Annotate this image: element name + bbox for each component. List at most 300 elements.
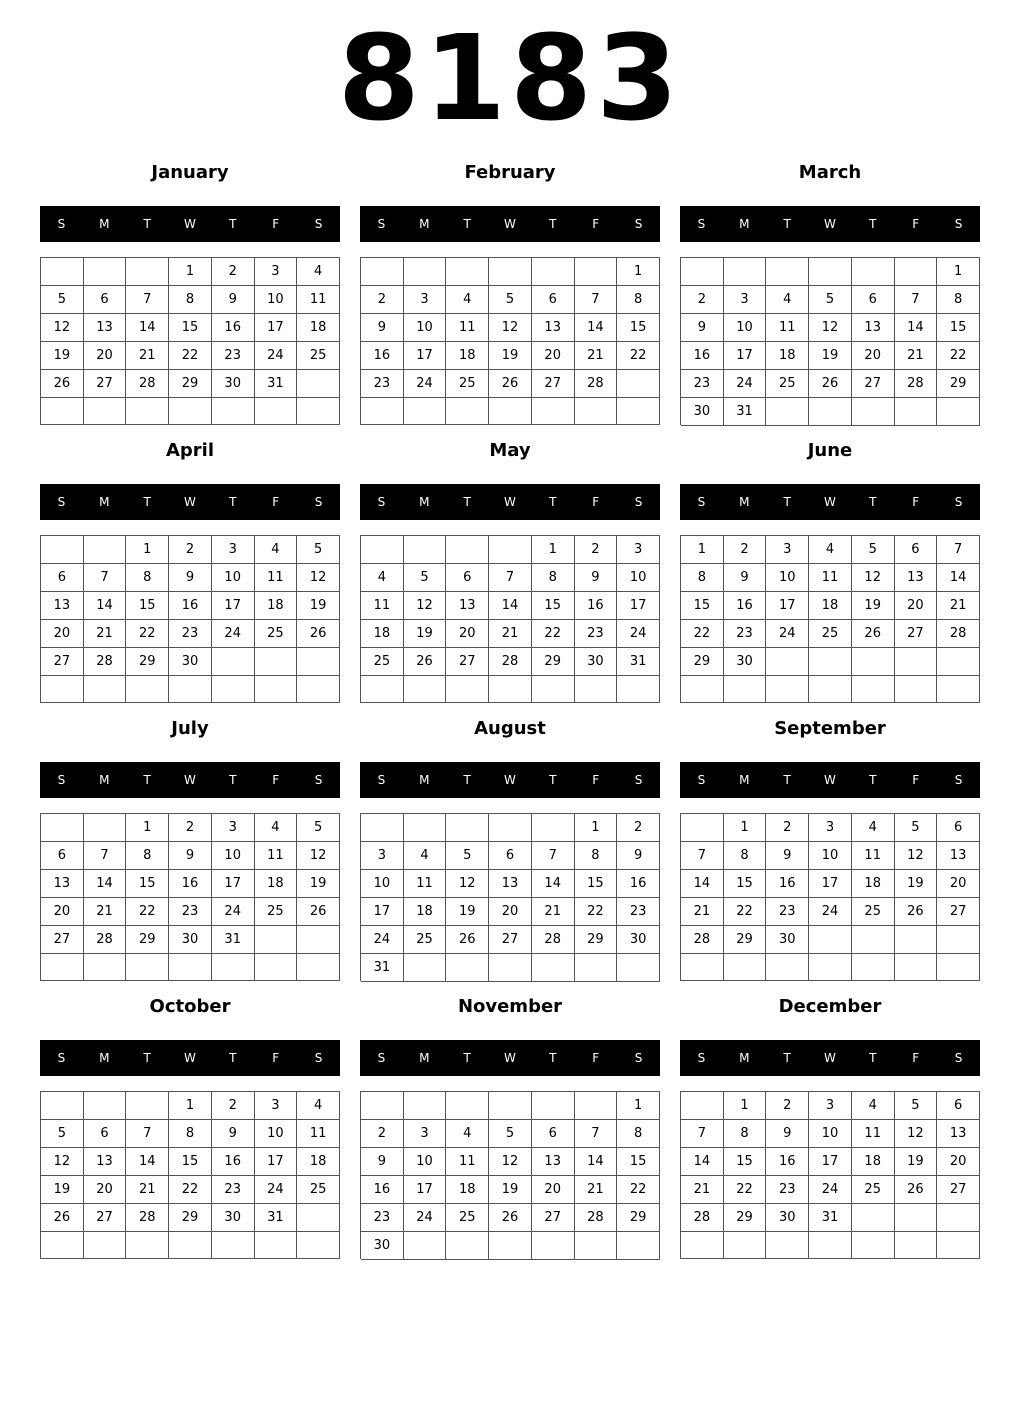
day-cell: 9 — [766, 1120, 809, 1148]
day-cell: 24 — [255, 1176, 298, 1204]
day-cell: 30 — [617, 926, 660, 954]
day-cell: 5 — [297, 536, 340, 564]
day-cell: 13 — [489, 870, 532, 898]
empty-cell — [617, 370, 660, 398]
day-cell: 8 — [937, 286, 980, 314]
day-cell: 19 — [489, 342, 532, 370]
day-cell: 8 — [126, 564, 169, 592]
day-cell: 22 — [617, 342, 660, 370]
day-cell: 24 — [361, 926, 404, 954]
day-cell: 2 — [212, 1092, 255, 1120]
day-cell: 6 — [41, 842, 84, 870]
day-cell: 19 — [895, 1148, 938, 1176]
weekday-label: W — [184, 773, 196, 787]
day-cell: 15 — [724, 870, 767, 898]
empty-cell — [84, 258, 127, 286]
day-cell: 10 — [255, 286, 298, 314]
day-cell: 22 — [681, 620, 724, 648]
day-cell: 29 — [532, 648, 575, 676]
day-cell: 14 — [126, 1148, 169, 1176]
empty-cell — [895, 1204, 938, 1232]
day-cell: 12 — [489, 314, 532, 342]
day-cell: 16 — [361, 342, 404, 370]
empty-cell — [681, 258, 724, 286]
empty-cell — [895, 926, 938, 954]
day-cell: 17 — [212, 592, 255, 620]
day-cell: 5 — [852, 536, 895, 564]
empty-cell — [681, 954, 724, 981]
day-cell: 20 — [532, 342, 575, 370]
day-cell: 22 — [724, 1176, 767, 1204]
empty-cell — [297, 1204, 340, 1232]
day-cell: 12 — [404, 592, 447, 620]
day-cell: 22 — [937, 342, 980, 370]
day-cell: 16 — [212, 314, 255, 342]
month-name: July — [171, 718, 209, 739]
empty-cell — [361, 676, 404, 703]
empty-cell — [404, 258, 447, 286]
day-cell: 29 — [169, 1204, 212, 1232]
day-grid — [40, 257, 340, 425]
weekday-label: W — [504, 1051, 516, 1065]
empty-cell — [575, 1232, 618, 1260]
empty-cell — [937, 1232, 980, 1259]
weekday-header — [360, 762, 660, 798]
day-cell: 1 — [617, 1092, 660, 1120]
weekday-label: M — [739, 217, 750, 231]
weekday-label: F — [592, 1051, 600, 1065]
weekday-label: M — [99, 217, 110, 231]
empty-cell — [255, 398, 298, 425]
day-cell: 2 — [575, 536, 618, 564]
day-cell: 6 — [937, 1092, 980, 1120]
empty-cell — [617, 954, 660, 982]
day-cell: 19 — [446, 898, 489, 926]
weekday-label: W — [184, 495, 196, 509]
weekday-label: T — [549, 495, 557, 509]
empty-cell — [532, 1092, 575, 1120]
day-cell: 1 — [575, 814, 618, 842]
weekday-label: T — [783, 773, 791, 787]
day-cell: 7 — [681, 1120, 724, 1148]
day-cell: 23 — [212, 342, 255, 370]
day-grid — [360, 813, 660, 981]
day-cell: 31 — [724, 398, 767, 426]
day-cell: 25 — [404, 926, 447, 954]
weekday-label: T — [549, 217, 557, 231]
day-cell: 5 — [446, 842, 489, 870]
empty-cell — [895, 1232, 938, 1259]
day-cell: 23 — [212, 1176, 255, 1204]
day-cell: 11 — [255, 564, 298, 592]
weekday-header — [40, 1040, 340, 1076]
month-name: February — [464, 162, 556, 183]
day-cell: 16 — [361, 1176, 404, 1204]
weekday-label: S — [634, 495, 643, 509]
empty-cell — [532, 814, 575, 842]
day-cell: 30 — [575, 648, 618, 676]
day-cell: 21 — [126, 342, 169, 370]
weekday-header — [40, 762, 340, 798]
day-cell: 30 — [212, 370, 255, 398]
day-cell: 20 — [937, 1148, 980, 1176]
day-cell: 1 — [937, 258, 980, 286]
empty-cell — [41, 536, 84, 564]
weekday-label: S — [697, 495, 706, 509]
day-cell: 12 — [895, 842, 938, 870]
weekday-label: S — [954, 1051, 963, 1065]
empty-cell — [126, 1232, 169, 1259]
weekday-label: M — [99, 773, 110, 787]
month-name: May — [489, 440, 531, 461]
day-cell: 21 — [681, 898, 724, 926]
day-cell: 18 — [446, 1176, 489, 1204]
weekday-label: M — [99, 495, 110, 509]
day-cell: 7 — [84, 564, 127, 592]
day-cell: 6 — [41, 564, 84, 592]
day-cell: 11 — [361, 592, 404, 620]
empty-cell — [489, 1232, 532, 1260]
day-cell: 20 — [852, 342, 895, 370]
day-cell: 30 — [212, 1204, 255, 1232]
day-cell: 15 — [575, 870, 618, 898]
day-cell: 11 — [446, 1148, 489, 1176]
day-cell: 28 — [575, 1204, 618, 1232]
weekday-label: F — [272, 217, 280, 231]
day-cell: 27 — [84, 370, 127, 398]
day-grid — [360, 1091, 660, 1259]
day-cell: 4 — [297, 258, 340, 286]
day-cell: 7 — [575, 1120, 618, 1148]
weekday-label: F — [912, 1051, 920, 1065]
month-name: January — [151, 162, 229, 183]
weekday-label: T — [143, 773, 151, 787]
empty-cell — [255, 676, 298, 703]
empty-cell — [169, 1232, 212, 1259]
weekday-label: F — [912, 773, 920, 787]
day-cell: 22 — [169, 342, 212, 370]
empty-cell — [126, 954, 169, 981]
day-cell: 31 — [255, 1204, 298, 1232]
empty-cell — [937, 676, 980, 703]
day-cell: 9 — [617, 842, 660, 870]
weekday-label: S — [634, 773, 643, 787]
empty-cell — [404, 536, 447, 564]
day-cell: 10 — [212, 564, 255, 592]
day-cell: 19 — [297, 592, 340, 620]
day-cell: 24 — [212, 620, 255, 648]
day-cell: 29 — [617, 1204, 660, 1232]
empty-cell — [895, 398, 938, 426]
day-cell: 10 — [617, 564, 660, 592]
day-cell: 23 — [575, 620, 618, 648]
day-cell: 15 — [617, 1148, 660, 1176]
day-cell: 9 — [724, 564, 767, 592]
weekday-label: T — [229, 217, 237, 231]
weekday-label: F — [272, 495, 280, 509]
day-cell: 4 — [297, 1092, 340, 1120]
empty-cell — [617, 398, 660, 425]
day-cell: 7 — [895, 286, 938, 314]
day-cell: 24 — [212, 898, 255, 926]
day-cell: 17 — [255, 314, 298, 342]
day-cell: 25 — [809, 620, 852, 648]
weekday-header — [680, 206, 980, 242]
weekday-label: T — [549, 1051, 557, 1065]
day-cell: 23 — [681, 370, 724, 398]
day-cell: 16 — [212, 1148, 255, 1176]
day-cell: 21 — [84, 620, 127, 648]
day-cell: 11 — [255, 842, 298, 870]
day-cell: 28 — [532, 926, 575, 954]
day-cell: 11 — [297, 286, 340, 314]
day-cell: 27 — [489, 926, 532, 954]
day-cell: 7 — [489, 564, 532, 592]
day-cell: 3 — [809, 814, 852, 842]
day-cell: 4 — [446, 286, 489, 314]
day-cell: 3 — [617, 536, 660, 564]
day-cell: 18 — [361, 620, 404, 648]
weekday-label: T — [869, 217, 877, 231]
day-cell: 28 — [489, 648, 532, 676]
day-cell: 15 — [681, 592, 724, 620]
day-cell: 17 — [255, 1148, 298, 1176]
empty-cell — [575, 954, 618, 982]
day-cell: 14 — [84, 870, 127, 898]
day-cell: 22 — [617, 1176, 660, 1204]
day-cell: 1 — [169, 1092, 212, 1120]
empty-cell — [255, 648, 298, 676]
empty-cell — [852, 258, 895, 286]
empty-cell — [126, 258, 169, 286]
day-cell: 30 — [681, 398, 724, 426]
day-cell: 24 — [404, 1204, 447, 1232]
day-cell: 16 — [766, 1148, 809, 1176]
empty-cell — [361, 536, 404, 564]
weekday-label: T — [463, 495, 471, 509]
empty-cell — [84, 536, 127, 564]
empty-cell — [404, 398, 447, 425]
day-cell: 5 — [404, 564, 447, 592]
day-cell: 25 — [852, 1176, 895, 1204]
day-cell: 2 — [681, 286, 724, 314]
empty-cell — [404, 814, 447, 842]
weekday-label: S — [697, 1051, 706, 1065]
day-cell: 18 — [404, 898, 447, 926]
day-cell: 21 — [489, 620, 532, 648]
day-cell: 24 — [766, 620, 809, 648]
empty-cell — [937, 926, 980, 954]
weekday-label: W — [184, 1051, 196, 1065]
day-cell: 11 — [404, 870, 447, 898]
day-cell: 28 — [681, 926, 724, 954]
day-cell: 7 — [84, 842, 127, 870]
day-cell: 16 — [575, 592, 618, 620]
empty-cell — [84, 1092, 127, 1120]
day-cell: 8 — [169, 286, 212, 314]
empty-cell — [126, 1092, 169, 1120]
day-cell: 19 — [41, 1176, 84, 1204]
day-cell: 6 — [852, 286, 895, 314]
empty-cell — [212, 676, 255, 703]
day-cell: 8 — [575, 842, 618, 870]
weekday-label: S — [954, 217, 963, 231]
day-cell: 7 — [575, 286, 618, 314]
day-cell: 9 — [575, 564, 618, 592]
day-cell: 21 — [937, 592, 980, 620]
day-cell: 3 — [212, 814, 255, 842]
day-cell: 8 — [617, 286, 660, 314]
empty-cell — [766, 648, 809, 676]
day-cell: 20 — [532, 1176, 575, 1204]
day-cell: 18 — [255, 870, 298, 898]
weekday-label: T — [143, 1051, 151, 1065]
day-cell: 16 — [169, 592, 212, 620]
day-cell: 22 — [126, 898, 169, 926]
day-cell: 28 — [84, 926, 127, 954]
day-cell: 13 — [895, 564, 938, 592]
weekday-label: S — [314, 495, 323, 509]
weekday-label: M — [419, 495, 430, 509]
day-cell: 4 — [255, 814, 298, 842]
day-cell: 1 — [724, 814, 767, 842]
day-cell: 31 — [255, 370, 298, 398]
day-cell: 15 — [126, 870, 169, 898]
day-cell: 27 — [84, 1204, 127, 1232]
empty-cell — [404, 676, 447, 703]
empty-cell — [575, 398, 618, 425]
empty-cell — [937, 954, 980, 981]
month-name: April — [165, 440, 215, 461]
day-cell: 14 — [681, 1148, 724, 1176]
day-cell: 15 — [169, 1148, 212, 1176]
day-cell: 26 — [489, 370, 532, 398]
day-cell: 18 — [852, 870, 895, 898]
weekday-label: M — [419, 773, 430, 787]
empty-cell — [255, 926, 298, 954]
day-cell: 25 — [255, 898, 298, 926]
empty-cell — [809, 1232, 852, 1259]
day-cell: 21 — [575, 342, 618, 370]
day-cell: 21 — [84, 898, 127, 926]
day-cell: 12 — [809, 314, 852, 342]
day-grid — [680, 257, 980, 425]
day-cell: 10 — [809, 842, 852, 870]
day-cell: 23 — [766, 898, 809, 926]
empty-cell — [404, 1092, 447, 1120]
empty-cell — [126, 676, 169, 703]
empty-cell — [575, 258, 618, 286]
day-grid — [40, 1091, 340, 1259]
empty-cell — [809, 648, 852, 676]
weekday-label: S — [314, 1051, 323, 1065]
day-cell: 20 — [937, 870, 980, 898]
empty-cell — [681, 1232, 724, 1259]
month-name: September — [774, 718, 886, 739]
day-cell: 31 — [617, 648, 660, 676]
day-cell: 15 — [126, 592, 169, 620]
day-cell: 29 — [169, 370, 212, 398]
day-cell: 8 — [681, 564, 724, 592]
day-cell: 9 — [212, 1120, 255, 1148]
day-cell: 3 — [809, 1092, 852, 1120]
day-cell: 18 — [446, 342, 489, 370]
day-cell: 17 — [404, 342, 447, 370]
day-cell: 12 — [41, 314, 84, 342]
day-cell: 26 — [297, 620, 340, 648]
empty-cell — [212, 1232, 255, 1259]
day-cell: 15 — [724, 1148, 767, 1176]
day-cell: 15 — [532, 592, 575, 620]
weekday-label: T — [783, 217, 791, 231]
weekday-label: S — [57, 773, 66, 787]
weekday-label: F — [272, 773, 280, 787]
day-cell: 20 — [446, 620, 489, 648]
day-cell: 17 — [404, 1176, 447, 1204]
day-cell: 28 — [937, 620, 980, 648]
day-cell: 20 — [84, 1176, 127, 1204]
day-cell: 3 — [724, 286, 767, 314]
empty-cell — [766, 676, 809, 703]
day-cell: 17 — [809, 1148, 852, 1176]
day-cell: 6 — [937, 814, 980, 842]
empty-cell — [617, 676, 660, 703]
day-cell: 13 — [532, 314, 575, 342]
day-cell: 1 — [126, 536, 169, 564]
empty-cell — [532, 398, 575, 425]
day-cell: 26 — [895, 898, 938, 926]
day-cell: 25 — [446, 1204, 489, 1232]
empty-cell — [84, 398, 127, 425]
day-cell: 12 — [297, 564, 340, 592]
empty-cell — [852, 1232, 895, 1259]
empty-cell — [852, 1204, 895, 1232]
empty-cell — [809, 926, 852, 954]
empty-cell — [532, 954, 575, 982]
day-cell: 9 — [361, 314, 404, 342]
empty-cell — [489, 536, 532, 564]
empty-cell — [212, 954, 255, 981]
day-cell: 28 — [84, 648, 127, 676]
weekday-label: S — [954, 773, 963, 787]
day-cell: 19 — [809, 342, 852, 370]
empty-cell — [84, 814, 127, 842]
weekday-label: W — [824, 773, 836, 787]
day-cell: 13 — [446, 592, 489, 620]
empty-cell — [809, 398, 852, 426]
day-cell: 2 — [169, 814, 212, 842]
weekday-label: S — [377, 1051, 386, 1065]
day-cell: 6 — [532, 1120, 575, 1148]
day-cell: 23 — [169, 898, 212, 926]
day-grid — [360, 535, 660, 703]
day-cell: 21 — [575, 1176, 618, 1204]
empty-cell — [489, 814, 532, 842]
day-cell: 11 — [446, 314, 489, 342]
day-cell: 29 — [126, 926, 169, 954]
empty-cell — [575, 1092, 618, 1120]
day-cell: 21 — [895, 342, 938, 370]
day-cell: 27 — [895, 620, 938, 648]
day-cell: 14 — [575, 1148, 618, 1176]
day-grid — [680, 535, 980, 703]
empty-cell — [446, 1092, 489, 1120]
weekday-label: M — [99, 1051, 110, 1065]
day-cell: 30 — [169, 648, 212, 676]
day-cell: 6 — [532, 286, 575, 314]
day-cell: 1 — [169, 258, 212, 286]
weekday-label: M — [419, 1051, 430, 1065]
